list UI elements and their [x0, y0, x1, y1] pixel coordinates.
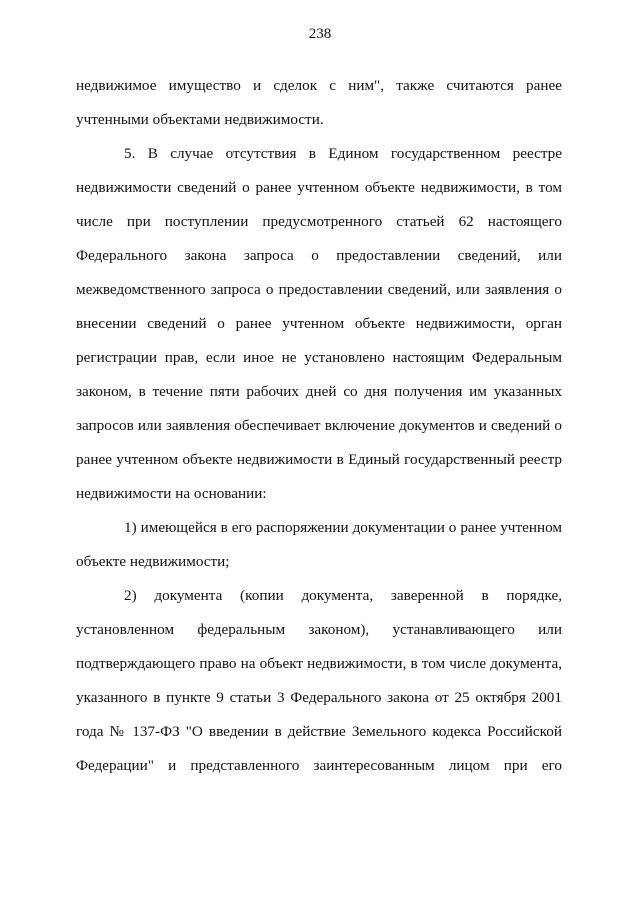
- text-line: установленном федеральным законом), устанавливающего или: [76, 621, 562, 638]
- text-line: межведомственного запроса о предоставлении сведений, или заявления о: [76, 281, 562, 298]
- text-line: учтенными объектами недвижимости.: [76, 111, 324, 128]
- text-line: подтверждающего право на объект недвижимости, в том числе документа,: [76, 655, 562, 672]
- text-line: объекте недвижимости;: [76, 553, 230, 570]
- text-line: указанного в пункте 9 статьи 3 Федерального закона от 25 октября 2001: [76, 689, 562, 706]
- text-line: недвижимое имущество и сделок с ним", также считаются ранее: [76, 77, 562, 94]
- text-line: законом, в течение пяти рабочих дней со дня получения им указанных: [76, 383, 562, 400]
- page-number: 238: [308, 26, 332, 42]
- text-line: Федерации" и представленного заинтересованным лицом при его: [76, 757, 562, 774]
- text-line: Федерального закона запроса о предоставлении сведений, или: [76, 247, 562, 264]
- paragraph-5-first-line: 5. В случае отсутствия в Едином государственном реестре: [124, 145, 562, 162]
- text-line: запросов или заявления обеспечивает включение документов и сведений о: [76, 417, 562, 434]
- text-line: внесении сведений о ранее учтенном объекте недвижимости, орган: [76, 315, 562, 332]
- text-line: регистрации прав, если иное не установлено настоящим Федеральным: [76, 349, 562, 366]
- document-body: [76, 69, 562, 783]
- list-item-1-first-line: 1) имеющейся в его распоряжении документации о ранее учтенном: [124, 519, 562, 536]
- text-line: ранее учтенном объекте недвижимости в Единый государственный реестр: [76, 451, 562, 468]
- text-line: недвижимости сведений о ранее учтенном объекте недвижимости, в том: [76, 179, 562, 196]
- list-item-2-first-line: 2) документа (копии документа, заверенной в порядке,: [124, 587, 562, 604]
- text-line: года № 137-ФЗ "О введении в действие Земельного кодекса Российской: [76, 723, 562, 740]
- text-line: числе при поступлении предусмотренного статьей 62 настоящего: [76, 213, 562, 230]
- text-line: недвижимости на основании:: [76, 485, 267, 502]
